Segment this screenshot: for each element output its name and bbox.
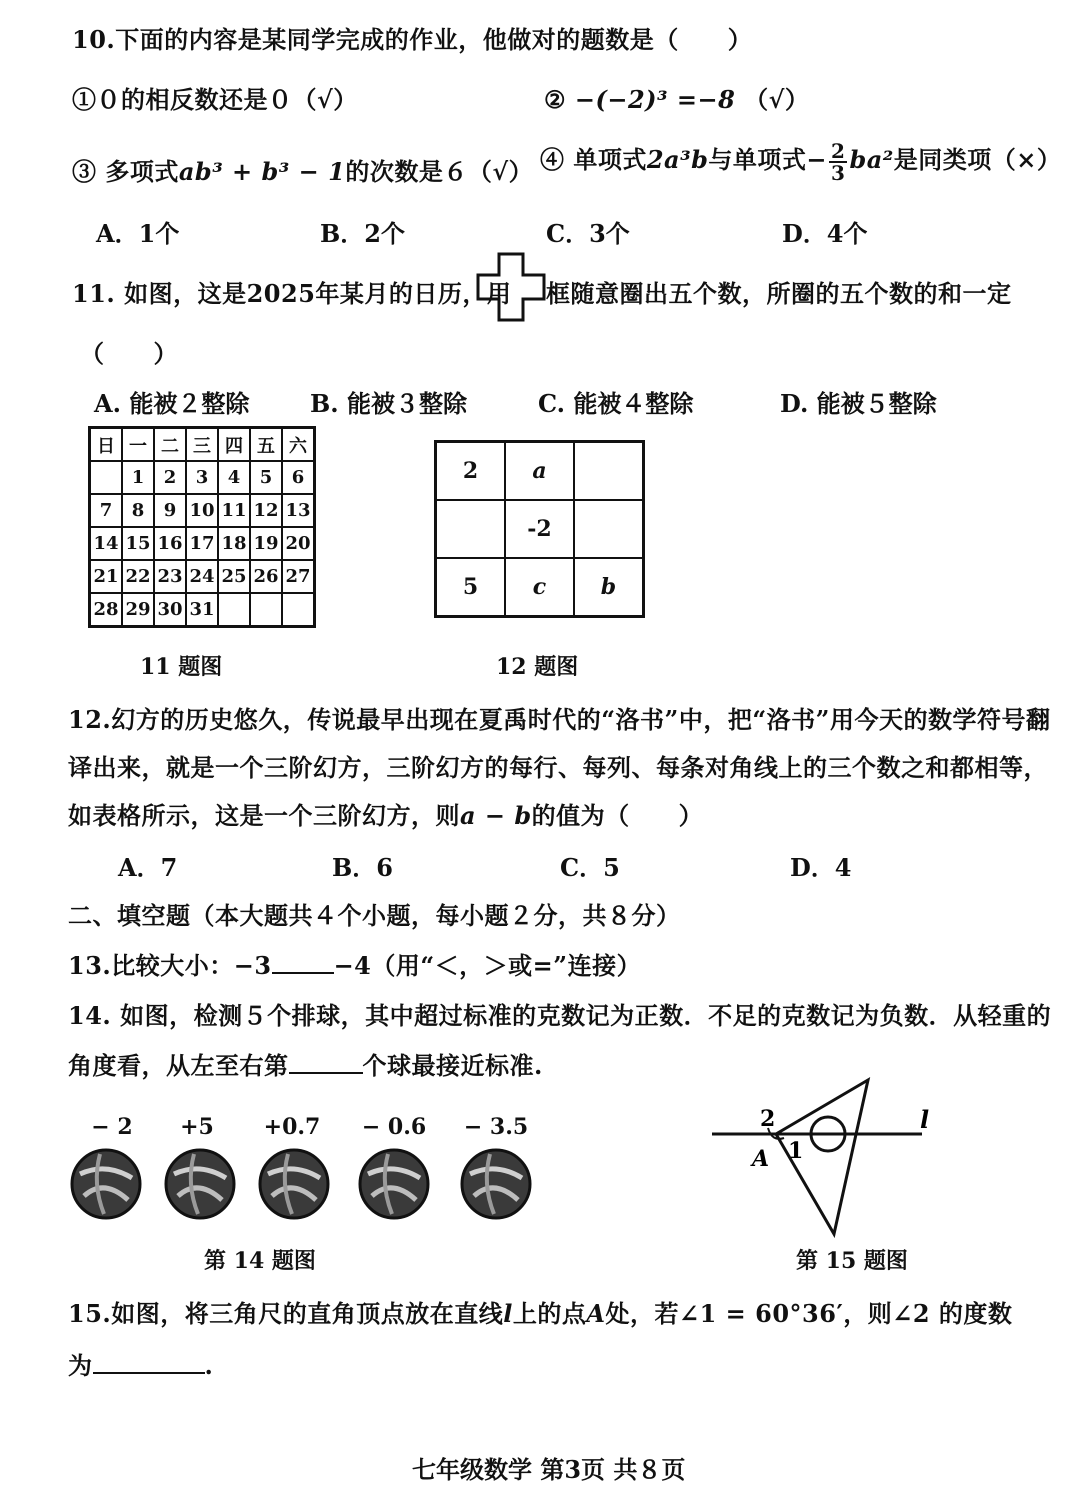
calendar-cell: 5 (250, 461, 282, 494)
q15-text-d: 为 (68, 1351, 93, 1380)
q10-item-4-expr-a: 2a³b (646, 145, 709, 174)
calendar-table (88, 426, 316, 628)
q10-item-4 (540, 140, 1061, 183)
point-a-label: A (752, 1146, 770, 1172)
calendar-header-cell: 一 (122, 428, 154, 462)
q10-item-4-label: ④ (540, 145, 565, 174)
magic-cell: 5 (436, 558, 506, 617)
q10-item-2 (544, 80, 809, 115)
q13-answer-blank[interactable] (272, 971, 334, 974)
calendar-cell: 24 (186, 560, 218, 593)
q10-item-4-text-b: 与单项式− (708, 145, 828, 174)
magic-cell: c (505, 558, 574, 617)
calendar-header-cell: 五 (250, 428, 282, 462)
calendar-cell: 17 (186, 527, 218, 560)
q15-line-2 (68, 1346, 213, 1381)
calendar-row (90, 494, 315, 527)
calendar-cell: 25 (218, 560, 250, 593)
calendar-cell: 15 (122, 527, 154, 560)
volleyball-icon (462, 1150, 530, 1218)
calendar-row (90, 527, 315, 560)
calendar-cell: 19 (250, 527, 282, 560)
calendar-cell: 20 (282, 527, 315, 560)
q10-item-3 (72, 152, 533, 187)
calendar-header-row (90, 428, 315, 462)
q11-option-d: D. 能被５整除 (780, 389, 937, 418)
calendar-cell (90, 461, 123, 494)
q15-text-a: 15.如图，将三角尺的直角顶点放在直线 (68, 1299, 504, 1328)
q14-text-a: 角度看，从左至右第 (68, 1051, 289, 1080)
q12-line-3-text-a: 如表格所示，这是一个三阶幻方，则 (68, 801, 460, 830)
calendar-row (90, 560, 315, 593)
q11-option-b: B. 能被３整除 (310, 389, 467, 418)
calendar-header-cell: 日 (90, 428, 123, 462)
calendar-row (90, 461, 315, 494)
magic-square-table (434, 440, 645, 618)
magic-row (436, 558, 644, 617)
calendar-cell (218, 593, 250, 627)
angle-1-label: 1 (788, 1138, 804, 1164)
ball-label: − 3.5 (463, 1114, 529, 1140)
magic-cell: a (505, 442, 574, 501)
calendar-cell: 8 (122, 494, 154, 527)
calendar-cell: 18 (218, 527, 250, 560)
calendar-header-cell: 二 (154, 428, 186, 462)
calendar-cell: 30 (154, 593, 186, 627)
q15-text-e: . (204, 1351, 214, 1380)
q15-answer-blank[interactable] (93, 1371, 205, 1374)
q10-item-4-fraction (829, 138, 847, 185)
calendar-cell: 7 (90, 494, 123, 527)
q10-option-c: C．3个 (546, 219, 630, 248)
q11-option-c: C. 能被４整除 (538, 389, 694, 418)
fraction-denominator: 3 (831, 160, 846, 185)
q11-paren: （ ） (80, 339, 178, 368)
q15-text-l: l (503, 1299, 513, 1328)
q10-item-4-text-c: 是同类项（×） (893, 145, 1062, 174)
calendar-header-cell: 六 (282, 428, 315, 462)
q10-stem: 10.下面的内容是某同学完成的作业，他做对的题数是（ ） (72, 25, 753, 54)
q11-option-a: A. 能被２整除 (94, 389, 250, 418)
magic-cell: 2 (436, 442, 506, 501)
q10-item-4-expr-b: ba² (849, 145, 894, 174)
q10-item-3-text-b: 的次数是６（√） (345, 157, 534, 186)
q15-text-c: 处，若∠1 = 60°36′，则∠2 的度数 (605, 1299, 1013, 1328)
calendar-cell: 13 (282, 494, 315, 527)
ball-label: − 0.6 (361, 1114, 427, 1140)
q12-line-3-text-b: 的值为（ ） (531, 801, 704, 830)
page-footer: 七年级数学 第3页 共８页 (412, 1455, 686, 1484)
calendar-cell: 29 (122, 593, 154, 627)
q13-text-b: −4（用“＜，＞或=”连接） (333, 951, 642, 980)
cross-frame-icon (476, 252, 546, 322)
calendar-cell: 6 (282, 461, 315, 494)
calendar-cell: 21 (90, 560, 123, 593)
volleyballs-figure (70, 1146, 540, 1222)
calendar-cell: 23 (154, 560, 186, 593)
q13-text-a: 13.比较大小：−3 (68, 951, 272, 980)
q15-line-1 (68, 1294, 1012, 1329)
calendar-cell: 1 (122, 461, 154, 494)
calendar-cell: 11 (218, 494, 250, 527)
line-l-label: l (920, 1105, 930, 1134)
calendar-cell (282, 593, 315, 627)
volleyball-icon (260, 1150, 328, 1218)
q10-item-3-expr: ab³ + b³ − 1 (178, 157, 346, 186)
calendar-cell: 31 (186, 593, 218, 627)
calendar-row (90, 593, 315, 627)
magic-cell (574, 442, 644, 501)
calendar-cell: 4 (218, 461, 250, 494)
q10-item-1: ①０的相反数还是０（√） (72, 85, 358, 114)
calendar-cell: 28 (90, 593, 123, 627)
angle-2-label: 2 (760, 1106, 776, 1132)
q10-item-3-label: ③ (72, 157, 97, 186)
calendar-cell: 10 (186, 494, 218, 527)
q14-answer-blank[interactable] (289, 1071, 363, 1074)
q15-caption: 第 15 题图 (796, 1248, 908, 1274)
q15-text-b: 上的点 (512, 1299, 587, 1328)
calendar-cell: 2 (154, 461, 186, 494)
calendar-cell (250, 593, 282, 627)
q12-option-d: D．4 (790, 853, 852, 882)
q12-line-2: 译出来，就是一个三阶幻方，三阶幻方的每行、每列、每条对角线上的三个数之和都相等， (68, 753, 1048, 782)
q12-option-c: C．5 (560, 853, 620, 882)
q11-stem-a: 11. 如图，这是2025年某月的日历，用 (72, 279, 512, 308)
ball-label: +0.7 (263, 1114, 321, 1140)
q10-item-4-text-a: 单项式 (573, 145, 647, 174)
calendar-cell: 22 (122, 560, 154, 593)
magic-cell: -2 (505, 500, 574, 558)
calendar-header-cell: 四 (218, 428, 250, 462)
q10-item-3-text-a: 多项式 (105, 157, 179, 186)
q10-option-d: D．4个 (782, 219, 868, 248)
q14-caption: 第 14 题图 (204, 1248, 316, 1274)
q10-item-2-expr: −(−2)³ =−8 (574, 85, 736, 114)
calendar-cell: 3 (186, 461, 218, 494)
q15-diagram (710, 1076, 940, 1240)
q12-line-1: 12.幻方的历史悠久，传说最早出现在夏禹时代的“洛书”中，把“洛书”用今天的数学符号翻 (68, 705, 1051, 734)
ball-label: − 2 (91, 1114, 133, 1140)
q10-option-b: B．2个 (320, 219, 405, 248)
q10-option-a: A．1个 (96, 219, 180, 248)
q14-text-b: 个球最接近标准. (362, 1051, 543, 1080)
q13-line (68, 946, 641, 981)
ball-label: +5 (180, 1114, 214, 1140)
calendar-cell: 9 (154, 494, 186, 527)
magic-row (436, 442, 644, 501)
q15-text-a-point: A (586, 1299, 606, 1328)
calendar-header-cell: 三 (186, 428, 218, 462)
magic-row (436, 500, 644, 558)
calendar-cell: 16 (154, 527, 186, 560)
magic-cell (436, 500, 506, 558)
q14-line-2 (68, 1046, 543, 1081)
volleyball-icon (166, 1150, 234, 1218)
q12-caption: 12 题图 (496, 654, 579, 680)
fraction-numerator: 2 (831, 138, 846, 163)
q10-item-2-label: ② (544, 85, 567, 114)
q10-item-2-mark: （√） (744, 85, 810, 114)
magic-cell (574, 500, 644, 558)
magic-cell: b (574, 558, 644, 617)
calendar-cell: 27 (282, 560, 315, 593)
q12-option-b: B．6 (332, 853, 393, 882)
volleyball-icon (360, 1150, 428, 1218)
q11-stem-b: 框随意圈出五个数，所圈的五个数的和一定 (546, 279, 1012, 308)
volleyball-icon (72, 1150, 140, 1218)
calendar-cell: 14 (90, 527, 123, 560)
calendar-cell: 12 (250, 494, 282, 527)
section-2-heading: 二、填空题（本大题共４个小题，每小题２分，共８分） (68, 901, 681, 930)
q12-option-a: A．7 (118, 853, 178, 882)
q11-caption: 11 题图 (140, 654, 223, 680)
q12-line-3-expr: a − b (460, 801, 532, 830)
q12-line-3 (68, 796, 703, 831)
calendar-cell: 26 (250, 560, 282, 593)
q14-line-1: 14. 如图，检测５个排球，其中超过标准的克数记为正数．不足的克数记为负数．从轻重的 (68, 1001, 1052, 1030)
